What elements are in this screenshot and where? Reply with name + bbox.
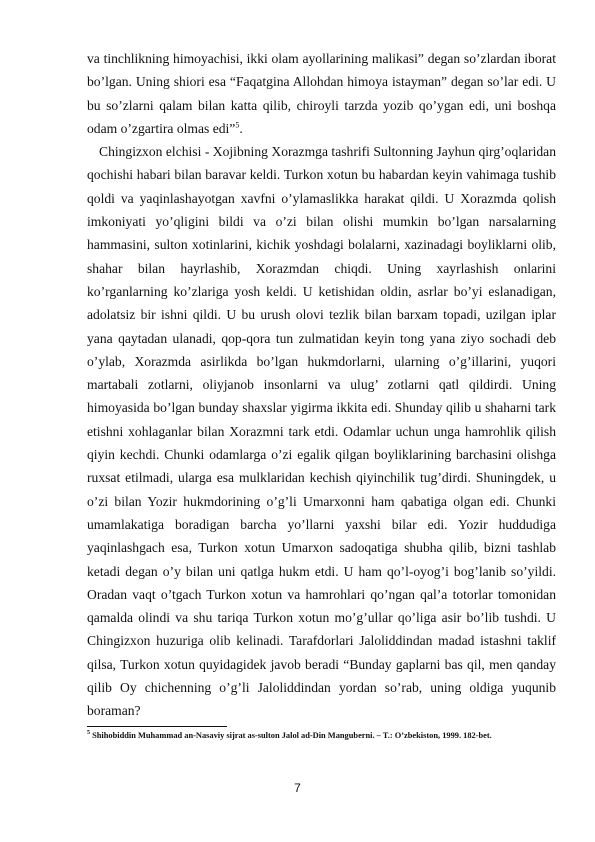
body-text — [87, 47, 556, 723]
footnote-divider — [87, 726, 227, 727]
footnote-text: Shihobiddin Muhammad an-Nasaviy sijrat as-sulton Jalol ad-Din Manguberni. – T.: O’zbekiston, 1999. 182-bet. — [90, 730, 492, 740]
footnote — [87, 730, 556, 741]
document-page — [87, 47, 556, 741]
paragraph-2: Chingizxon elchisi - Xojibning Xorazmga tashrifi Sultonning Jayhun qirg’oqlaridan qochishi habari bilan baravar keldi. Turkon xotun bu habardan keyin vahimaga tushib qoldi va yaqinlashayotgan xavfni o’ylamaslikka harakat qildi. U Xorazmda qolish imkoniyati yo’qligini bildi va o’zi bilan olishi mumkin bo’lgan narsalarning hammasini, sulton xotinlarini, kichik yoshdagi bolalarni, xazinadagi boyliklarni olib, shahar bilan hayrlashib, Xorazmdan chiqdi. Uning xayrlashish onlarini ko’rganlarning ko’zlariga yosh keldi. U ketishidan oldin, asrlar bo’yi eslanadigan, adolatsiz bir ishni qildi. U bu urush olovi tezlik bilan barxam topadi, uzilgan iplar yana qaytadan ulanadi, qop-qora tun zulmatidan keyin tong yana ziyo sochadi deb o’ylab, Xorazmda asirlikda bo’lgan hukmdorlarni, ularning o’g’illarini, yuqori martabali zotlarni, oliyjanob insonlarni va ulug’ zotlarni qatl qildirdi. Uning himoyasida bo’lgan bunday shaxslar yigirma ikkita edi. Shunday qilib u shaharni tark etishni xohlaganlar bilan Xorazmni tark etdi. Odamlar uchun unga hamrohlik qilish qiyin kechdi. Chunki odamlarga o’zi egalik qilgan boyliklarining barchasini olishga ruxsat etilmadi, ularga esa mulklaridan kechish qiyinchilik tug’dirdi. Shuningdek, u o’zi bilan Yozir hukmdorining o’g’li Umarxonni ham qabatiga olgan edi. Chunki umamlakatiga boradigan barcha yo’llarni yaxshi bilar edi. Yozir huddudiga yaqinlashgach esa, Turkon xotun Umarxon sadoqatiga shubha qilib, bizni tashlab ketadi degan o’y bilan uni qatlga hukm etdi. U ham qo’l-oyog’i bog’lanib so’yildi. Oradan vaqt o’tgach Turkon xotun va hamrohlari qo’ngan qal’a totorlar tomonidan qamalda olindi va shu tariqa Turkon xotun mo’g’ullar qo’liga asir bo’lib tushdi. U Chingizxon huzuriga olib kelinadi. Tarafdorlari Jaloliddindan madad istashni taklif qilsa, Turkon xotun quyidagidek javob beradi “Bunday gaplarni bas qil, men qanday qilib Oy chichenning o’g’li Jaloliddindan yordan so’rab, uning oldiga yuqunib boraman? — [87, 144, 556, 719]
paragraph-1-text: va tinchlikning himoyachisi, ikki olam ayollarining malikasi” degan so’zlardan iborat bo’lgan. Uning shiori esa “Faqatgina Allohdan himoya istayman” degan so’lar edi. U bu so’zlarni qalam bilan katta qilib, chiroyli tarzda yozib qo’ygan edi, uni boshqa odam o’zgartira olmas edi” — [87, 51, 556, 136]
footnote-reference[interactable]: 5 — [235, 120, 240, 130]
footnote-number: 5 — [87, 729, 90, 736]
paragraph-1 — [87, 47, 556, 140]
paragraph-1-tail: . — [239, 120, 243, 136]
page-number: 7 — [294, 781, 301, 795]
